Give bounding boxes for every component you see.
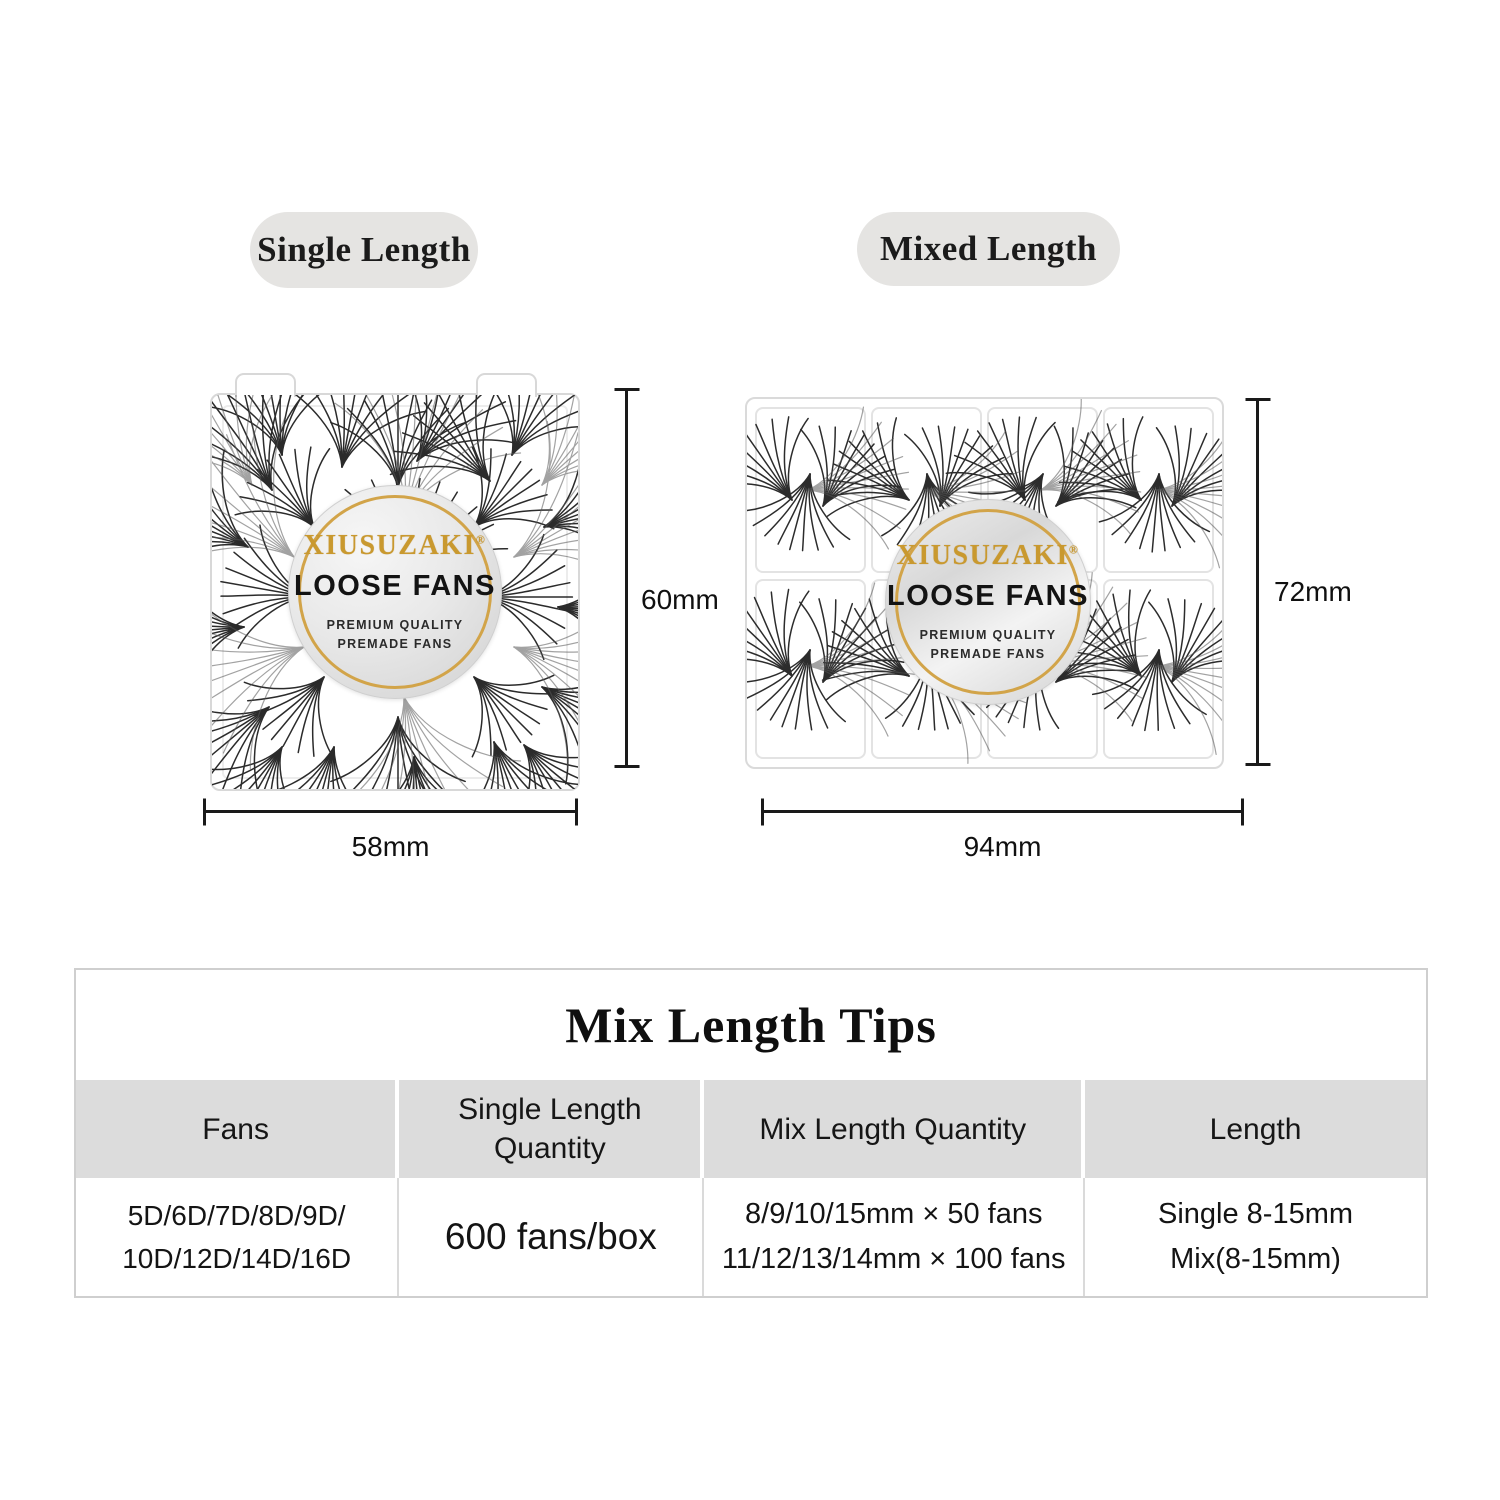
- product-name: LOOSE FANS: [887, 579, 1089, 612]
- brand-name: [304, 530, 487, 562]
- length-line2: Mix(8-15mm): [1170, 1242, 1341, 1275]
- tagline-line2: PREMADE FANS: [337, 637, 453, 651]
- brand-text: XIUSUZAKI: [303, 529, 476, 561]
- dimension-cap: [1245, 398, 1270, 401]
- table-title: Mix Length Tips: [565, 997, 937, 1053]
- height-dimension-line-72mm: [1256, 398, 1259, 766]
- column-header-length: Length: [1085, 1080, 1426, 1178]
- label-tagline: [920, 626, 1057, 665]
- fans-line2: 10D/12D/14D/16D: [122, 1242, 352, 1274]
- brand-text: XIUSUZAKI: [896, 539, 1069, 571]
- single-length-badge-label: Single Length: [257, 230, 471, 269]
- single-length-badge: [250, 212, 478, 288]
- box-hinge: [476, 373, 537, 397]
- height-dimension-label-left: 60mm: [641, 584, 719, 615]
- mix-quantity-line1: 8/9/10/15mm × 50 fans: [745, 1198, 1043, 1230]
- tagline-line2: PREMADE FANS: [930, 647, 1046, 661]
- brand-label-sticker: [885, 499, 1091, 705]
- height-dimension-line-60mm: [625, 388, 628, 768]
- mixed-length-badge: [857, 212, 1120, 286]
- dimension-cap: [575, 798, 578, 825]
- table-header-row: [76, 1080, 1426, 1178]
- tagline-line1: PREMIUM QUALITY: [919, 627, 1057, 642]
- fans-line1: 5D/6D/7D/8D/9D/: [127, 1199, 346, 1231]
- width-dimension-line-58mm: [203, 810, 578, 813]
- mix-quantity-line2: 11/12/13/14mm × 100 fans: [721, 1242, 1066, 1275]
- dimension-cap: [1245, 763, 1270, 766]
- dimension-cap: [203, 798, 206, 825]
- cell-fans: [76, 1178, 397, 1296]
- brand-name: [897, 540, 1080, 572]
- label-tagline: [327, 616, 464, 655]
- single-length-box-photo: [210, 393, 580, 791]
- column-header-mix-length-quantity: Mix Length Quantity: [704, 1080, 1081, 1178]
- table-data-row: [76, 1178, 1426, 1296]
- width-dimension-label-right: 94mm: [963, 831, 1042, 862]
- length-line1: Single 8-15mm: [1158, 1198, 1354, 1230]
- mixed-length-box-photo: [745, 397, 1224, 769]
- box-hinge: [235, 373, 296, 397]
- column-header-fans: Fans: [76, 1080, 395, 1178]
- registered-mark: ®: [1068, 542, 1080, 557]
- dimension-cap: [614, 765, 639, 768]
- dimension-cap: [614, 388, 639, 391]
- width-dimension-line-94mm: [761, 810, 1244, 813]
- height-dimension-label-right: 72mm: [1274, 576, 1352, 607]
- product-name: LOOSE FANS: [294, 569, 496, 602]
- registered-mark: ®: [475, 532, 487, 547]
- brand-label-sticker: [288, 485, 502, 699]
- tagline-line1: PREMIUM QUALITY: [326, 617, 464, 632]
- mix-length-tips-table: [74, 968, 1428, 1298]
- column-header-single-length-quantity: Single Length Quantity: [399, 1080, 700, 1178]
- dimension-cap: [1241, 798, 1244, 825]
- mixed-length-badge-label: Mixed Length: [880, 229, 1097, 268]
- cell-single-length-quantity: 600 fans/box: [397, 1178, 702, 1296]
- width-dimension-label-left: 58mm: [351, 831, 430, 862]
- cell-length: [1083, 1178, 1426, 1296]
- dimension-cap: [761, 798, 764, 825]
- cell-mix-length-quantity: [702, 1178, 1083, 1296]
